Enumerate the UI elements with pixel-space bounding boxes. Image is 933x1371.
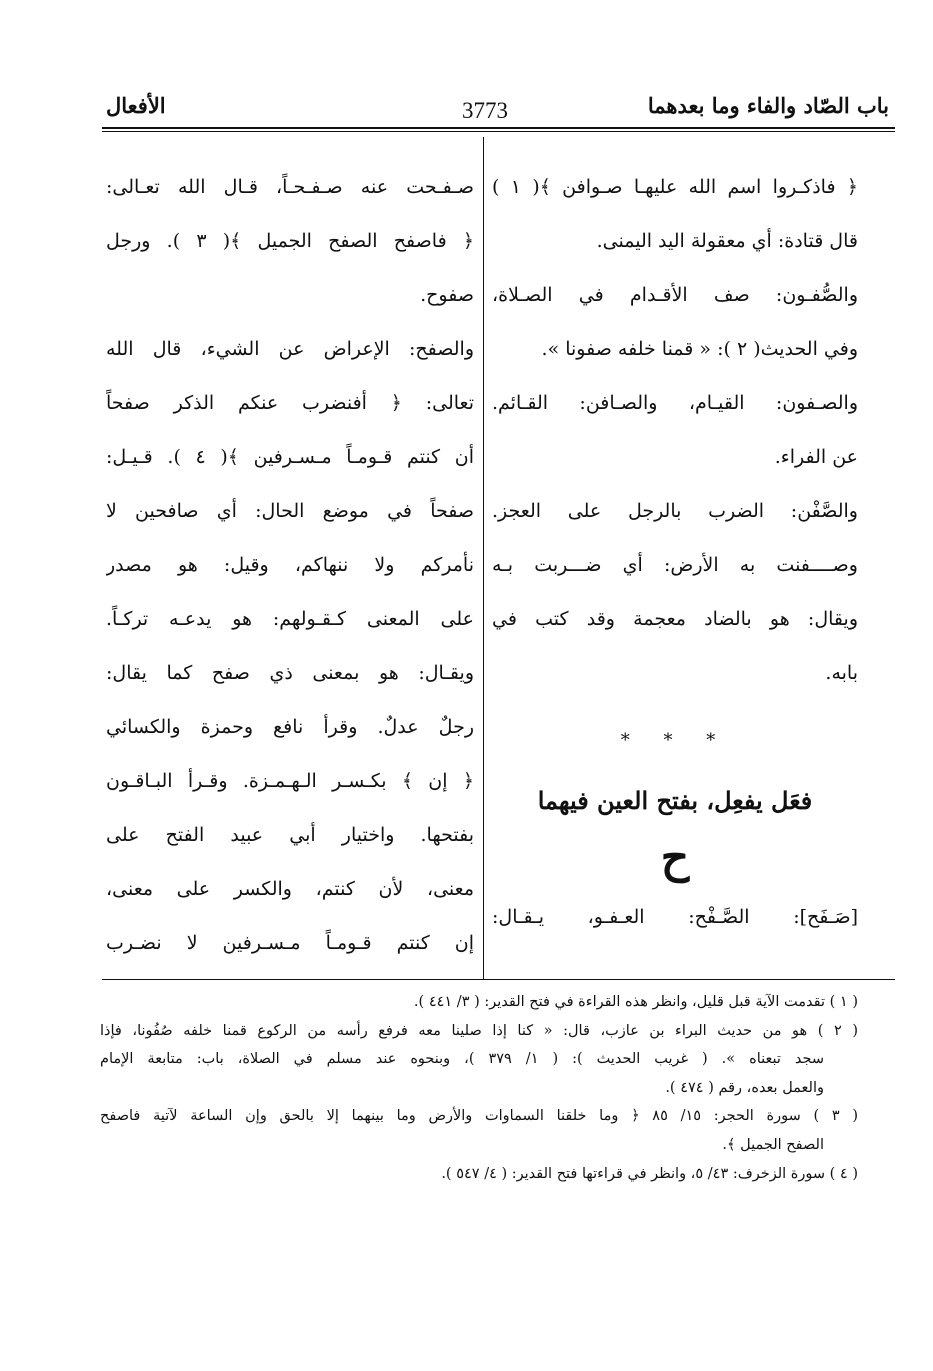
text-line: ويقـال: هو بمعنى ذي صفح كما يقال: [106, 662, 474, 684]
text-line: وصــــفنت به الأرض: أي ضـــربت بـه [492, 554, 858, 576]
text-line: عن الفراء. [774, 446, 858, 468]
text-line: والصُّفـون: صف الأقـدام في الصـلاة، [492, 284, 858, 306]
text-line: ﴿ إن ﴾ بكـسـر الـهـمـزة. وقـرأ البـاقـون [106, 770, 474, 792]
text-line: صفوح. [420, 284, 474, 306]
column-divider [483, 137, 484, 980]
section-separator: * * * [620, 730, 730, 751]
footnote-rule [102, 979, 895, 980]
running-header-section: باب الصّاد والفاء وما بعدهما [647, 93, 889, 118]
text-line: [صَـفَح]: الصَّـفْح: العـفـو، يـقـال: [492, 906, 858, 928]
header-rule [102, 127, 895, 129]
text-line: ويقال: هو بالضاد معجمة وقد كتب في [492, 608, 858, 630]
text-line: بابه. [825, 662, 858, 684]
footnote-3-end: الصفح الجميل ﴾. [722, 1136, 824, 1153]
text-line: معنى، لأن كنتم، والكسر على معنى، [106, 878, 474, 900]
footnote-2: ( ٢ ) هو من حديث البراء بن عازب، قال: « كنا إذا صلينا معه فرفع رأسه من الركوع قمنا خلفه صُفُونا، فإذا [100, 1022, 858, 1039]
text-line: نأمركم ولا ننهاكم، وقيل: هو مصدر [106, 554, 474, 576]
text-line: صفحاً في موضع الحال: أي صافحين لا [106, 500, 474, 522]
text-line: قال قتادة: أي معقولة اليد اليمنى. [596, 230, 858, 252]
text-line: إن كنتم قـومـاً مـسـرفين لا نضـرب [106, 932, 474, 954]
left-column [106, 160, 474, 970]
footnote-3: ( ٣ ) سورة الحجر: ١٥/ ٨٥ ﴿ وما خلقنا السماوات والأرض وما بينهما إلا بالحق وإن الساعة لآتية فاصفح [100, 1108, 858, 1125]
footnote-2-end: والعمل بعده، رقم ( ٤٧٤ ). [665, 1079, 824, 1096]
text-line: ﴿ فاذكـروا اسم الله عليهـا صـوافن ﴾( ١ ) [492, 176, 858, 198]
text-line: على المعنى كـقـولهم: هو يدعـه تركـاً. [106, 608, 474, 630]
right-column [492, 160, 858, 944]
footnotes [100, 988, 858, 1188]
text-line: بفتحها. واختيار أبي عبيد الفتح على [106, 824, 474, 846]
text-line: والصـفون: القيـام، والصـافن: القـائم. [492, 392, 858, 414]
text-line: وفي الحديث( ٢ ): « قمنا خلفه صفونا ». [541, 338, 858, 360]
footnote-1: ( ١ ) تقدمت الآية قبل قليل، وانظر هذه القراءة في فتح القدير: ( ٣/ ٤٤١ ). [413, 994, 858, 1010]
text-line: أن كنتم قـومـاً مـسـرفين ﴾( ٤ ). قـيـل: [106, 446, 474, 468]
chapter-heading: فعَل يفعِل، بفتح العين فيهما [537, 786, 813, 815]
footnote-2-cont: سجد تبعناه ». ( غريب الحديث ): ( ١/ ٣٧٩ )، وبنحوه عند مسلم في الصلاة، باب: متابعة الإمام [100, 1051, 824, 1068]
text-line: صـفـحت عنه صـفـحـاً، قـال الله تعـالى: [106, 176, 474, 198]
running-header-chapter: الأفعال [106, 93, 166, 118]
footnote-4: ( ٤ ) سورة الزخرف: ٤٣/ ٥، وانظر في قراءتها فتح القدير: ( ٤/ ٥٤٧ ). [441, 1165, 858, 1182]
text-line: والصفح: الإعراض عن الشيء، قال الله [106, 338, 474, 360]
header-rule-thin [102, 131, 895, 132]
page-number: 3773 [462, 98, 508, 123]
letter-heading: ح [660, 832, 690, 883]
text-line: رجلٌ عدلٌ. وقرأ نافع وحمزة والكسائي [106, 716, 474, 738]
text-line: تعالى: ﴿ أفنضرب عنكم الذكر صفحاً [106, 392, 474, 414]
text-line: ﴿ فاصفح الصفح الجميل ﴾( ٣ ). ورجل [106, 230, 474, 252]
text-line: والصَّفْن: الضرب بالرجل على العجز. [492, 500, 858, 522]
